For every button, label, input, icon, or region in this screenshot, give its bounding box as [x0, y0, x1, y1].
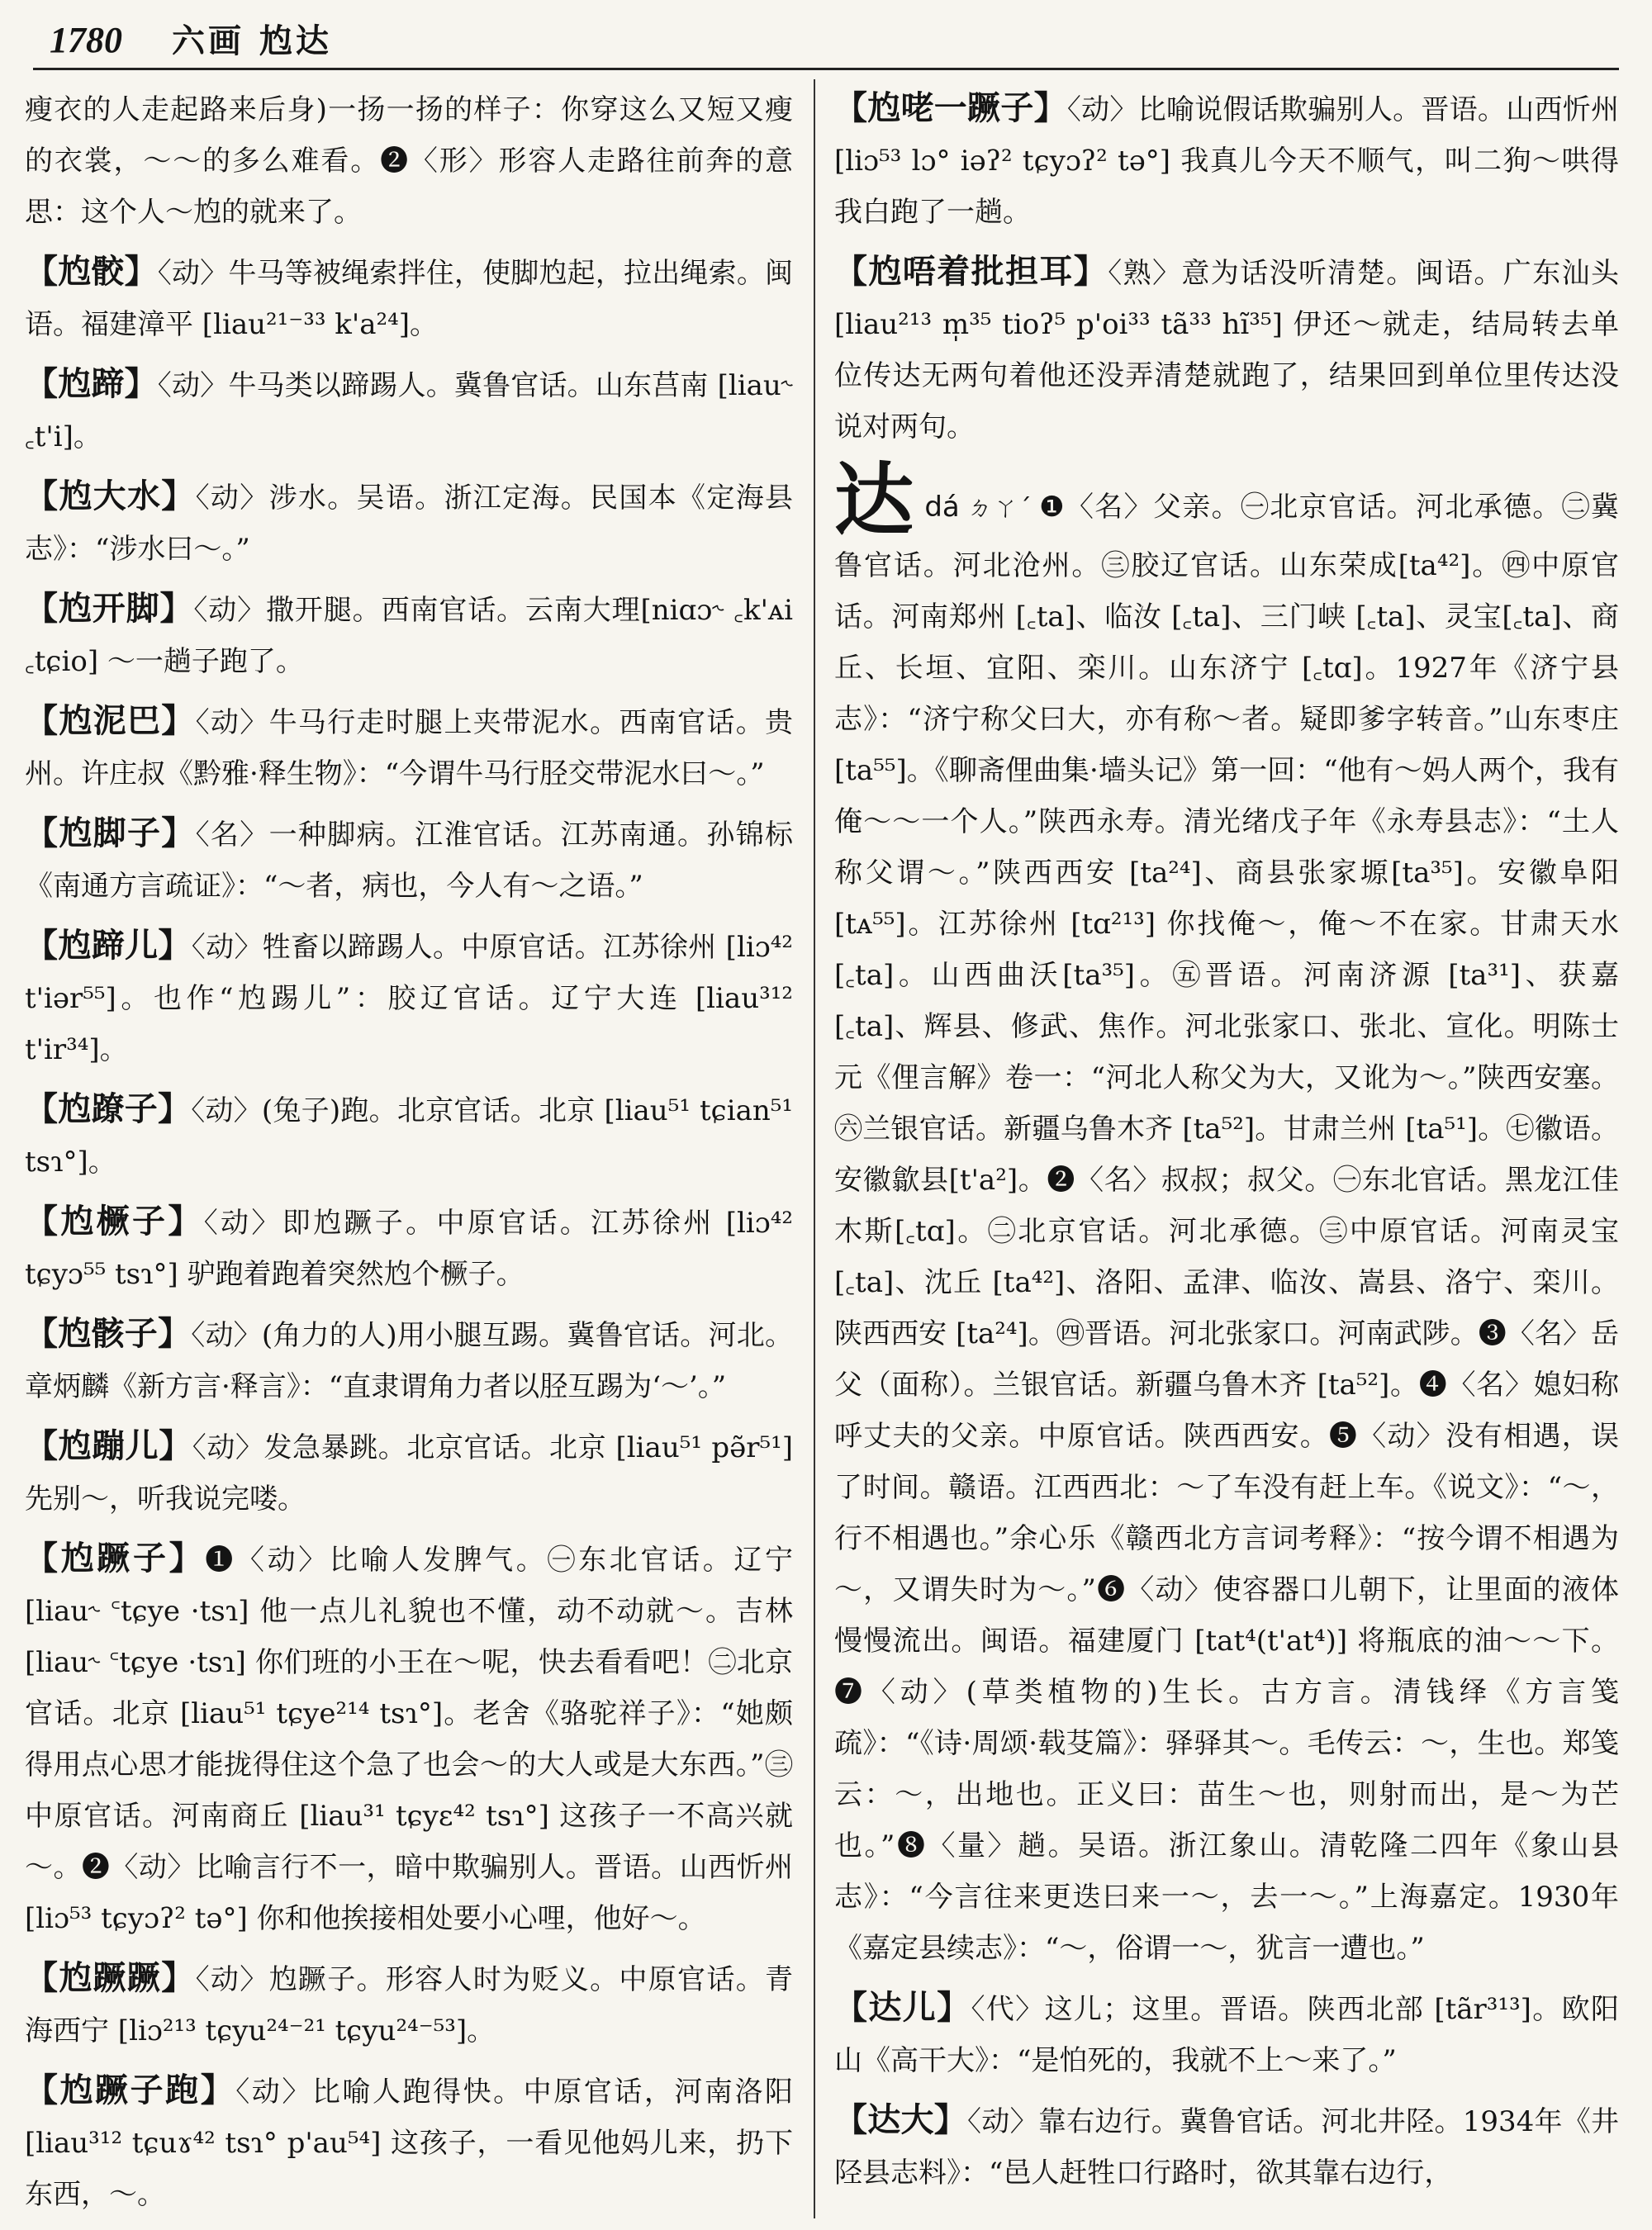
entry-headword: 【尥橛子】	[25, 1203, 204, 1241]
entry-definition: 〈动〉(角力的人)用小腿互踢。冀鲁官话。河北。章炳麟《新方言·释言》：“直隶谓角力者以胫互踢为‘～’。”	[25, 1319, 793, 1403]
entry-definition: 〈代〉这儿；这里。晋语。陕西北部 [tãr³¹³]。欧阳山《高干大》：“是怕死的，我就不上～来了。”	[834, 1993, 1619, 2077]
dictionary-entry	[25, 808, 793, 912]
dictionary-entry	[25, 2065, 793, 2213]
entry-definition: 〈动〉即尥蹶子。中原官话。江苏徐州 [liɔ⁴² tɕyɔ⁵⁵ tsɿ°] 驴跑着跑着突然尥个橛子。	[25, 1207, 793, 1291]
dictionary-entry	[834, 246, 1619, 453]
left-column	[25, 83, 793, 2213]
main-headword-zhuyin: ㄉㄚˊ	[966, 494, 1033, 523]
entry-headword: 【尥泥巴】	[25, 702, 196, 740]
dictionary-entry	[25, 695, 793, 799]
entry-headword: 【尥开脚】	[25, 590, 194, 628]
dictionary-entry	[25, 1952, 793, 2057]
entry-definition: ❶〈动〉比喻人发脾气。㊀东北官话。辽宁 [liau˞ ꜂tɕye ·tsɿ] 他一点儿礼貌也不懂，动不动就～。吉林 [liau˞ ꜂tɕye ·tsɿ] 你们班的小王在～呢，快去看看吧！㊁北京官话。北京 [liau⁵¹ tɕye²¹⁴ tsɿ°]。老舍《骆驼祥子》：“她颇得用点心思才能拢得住这个急了也会～的大人或是大东西。”㊂中原官话。河南商丘 [liau³¹ tɕyɛ⁴² tsɿ°] 这孩子一不高兴就～。❷〈动〉比喻言行不一，暗中欺骗别人。晋语。山西忻州 [liɔ⁵³ tɕyɔʔ² tə°] 你和他挨接相处要小心哩，他好～。	[25, 1544, 793, 1935]
entry-definition: 〈动〉涉水。吴语。浙江定海。民国本《定海县志》：“涉水曰～。”	[25, 482, 793, 566]
entry-definition: 〈动〉靠右边行。冀鲁官话。河北井陉。1934年《井陉县志料》：“邑人赶牲口行路时，欲其靠右边行，	[834, 2105, 1619, 2190]
entry-headword: 【尥蹶蹶】	[25, 1959, 196, 1997]
dictionary-entry	[25, 1196, 793, 1300]
main-headword-pinyin: dá	[924, 491, 960, 524]
main-headword-char: 达	[834, 454, 915, 547]
page-header	[50, 15, 1619, 64]
entry-definition: 〈动〉尥蹶子。形容人时为贬义。中原官话。青海西宁 [liɔ²¹³ tɕyu²⁴⁻²¹ tɕyu²⁴⁻⁵³]。	[25, 1963, 793, 2047]
dictionary-entry	[834, 1982, 1619, 2086]
entry-headword: 【尥咾一蹶子】	[834, 89, 1067, 127]
dictionary-entry	[834, 2095, 1619, 2199]
right-column	[834, 83, 1619, 2213]
entry-definition: 〈动〉撒开腿。西南官话。云南大理[niɑɔ˞ ꜀k'ᴀi ꜀tɕio] ～一趟子跑了。	[25, 594, 793, 678]
entry-headword: 【达儿】	[834, 1989, 971, 2027]
page-number: 1780	[50, 20, 122, 60]
dictionary-entry	[25, 1533, 793, 1944]
entry-headword: 【尥骸子】	[25, 1315, 192, 1353]
entry-definition: 〈熟〉意为话没听清楚。闽语。广东汕头 [liau²¹³ m̩³⁵ tioʔ⁵ p'oi³³ tã³³ hĩ³⁵] 伊还～就走，结局转去单位传达无两句着他还没弄清楚就跑了，结果回到单位里传达没说对两句。	[834, 257, 1619, 444]
dictionary-entry	[25, 471, 793, 575]
dictionary-entry	[25, 583, 793, 687]
dictionary-entry	[25, 1084, 793, 1188]
dictionary-entry	[25, 920, 793, 1075]
entry-headword: 【尥蹄儿】	[25, 927, 192, 965]
dictionary-entry	[25, 358, 793, 463]
entry-headword: 【尥蹽子】	[25, 1090, 192, 1128]
section-title: 六画 尥达	[172, 22, 332, 60]
main-entry-da	[834, 454, 1619, 1974]
entry-headword: 【尥脚子】	[25, 814, 196, 852]
entry-definition: 〈动〉牛马行走时腿上夹带泥水。西南官话。贵州。许庄叔《黔雅·释生物》：“今谓牛马行胫交带泥水曰～。”	[25, 706, 793, 790]
entry-definition: 〈动〉比喻人跑得快。中原官话，河南洛阳 [liau³¹² tɕuɤ⁴² tsɿ° p'au⁵⁴] 这孩子，一看见他妈儿来，扔下东西，～。	[25, 2076, 793, 2211]
entry-definition: 〈动〉发急暴跳。北京官话。北京 [liau⁵¹ pə̃r⁵¹] 先别～，听我说完喽。	[25, 1431, 793, 1516]
entry-definition: 〈动〉(兔子)跑。北京官话。北京 [liau⁵¹ tɕian⁵¹ tsɿ°]。	[25, 1094, 793, 1179]
entry-headword: 【尥蹶子跑】	[25, 2071, 236, 2109]
entry-headword: 【尥蹄】	[25, 365, 158, 403]
dictionary-entry	[25, 83, 793, 238]
entry-definition: 〈动〉牛马类以蹄踢人。冀鲁官话。山东莒南 [liau˞ ꜀t'i]。	[25, 369, 793, 453]
column-divider	[814, 79, 815, 2218]
dictionary-entry	[25, 1421, 793, 1525]
entry-definition: 〈名〉一种脚病。江淮官话。江苏南通。孙锦标《南通方言疏证》：“～者，病也，今人有～之语。”	[25, 818, 793, 903]
entry-definition: ❶〈名〉父亲。㊀北京官话。河北承德。㊁冀鲁官话。河北沧州。㊂胶辽官话。山东荣成[ta⁴²]。㊃中原官话。河南郑州 [꜀ta]、临汝 [꜀ta]、三门峡 [꜀ta]、灵宝[꜀ta]、商丘、长垣、宜阳、栾川。山东济宁 [꜀tɑ]。1927年《济宁县志》：“济宁称父曰大，亦有称～者。疑即爹字转音。”山东枣庄[ta⁵⁵]。《聊斋俚曲集·墙头记》第一回：“他有～妈人两个，我有俺～～一个人。”陕西永寿。清光绪戊子年《永寿县志》：“土人称父谓～。”陕西西安 [ta²⁴]、商县张家塬[ta³⁵]。安徽阜阳 [tᴀ⁵⁵]。江苏徐州 [tɑ²¹³] 你找俺～，俺～不在家。甘肃天水 [꜀ta]。山西曲沃[ta³⁵]。㊄晋语。河南济源 [ta³¹]、获嘉 [꜀ta]、辉县、修武、焦作。河北张家口、张北、宣化。明陈士元《俚言解》卷一：“河北人称父为大，又讹为～。”陕西安塞。㊅兰银官话。新疆乌鲁木齐 [ta⁵²]。甘肃兰州 [ta⁵¹]。㊆徽语。安徽歙县[t'a²]。❷〈名〉叔叔；叔父。㊀东北官话。黑龙江佳木斯[꜀tɑ]。㊁北京官话。河北承德。㊂中原官话。河南灵宝 [꜀ta]、沈丘 [ta⁴²]、洛阳、孟津、临汝、嵩县、洛宁、栾川。陕西西安 [ta²⁴]。㊃晋语。河北张家口。河南武陟。❸〈名〉岳父（面称）。兰银官话。新疆乌鲁木齐 [ta⁵²]。❹〈名〉媳妇称呼丈夫的父亲。中原官话。陕西西安。❺〈动〉没有相遇，误了时间。赣语。江西西北：～了车没有赶上车。《说文》：“～，行不相遇也。”余心乐《赣西北方言词考释》：“按今谓不相遇为～，又谓失时为～。”❻〈动〉使容器口儿朝下，让里面的液体慢慢流出。闽语。福建厦门 [tat⁴(t'at⁴)] 将瓶底的油～～下。❼〈动〉(草类植物的)生长。古方言。清钱绎《方言笺疏》：“《诗·周颂·载芟篇》：驿驿其～。毛传云：～，生也。郑笺云：～，出地也。正义曰：苗生～也，则射而出，是～为芒也。”❽〈量〉趟。吴语。浙江象山。清乾隆二四年《象山县志》：“今言往来更迭曰来一～，去一～。”上海嘉定。1930年《嘉定县续志》：“～，俗谓一～，犹言一遭也。”	[834, 491, 1619, 1965]
dictionary-entry	[25, 1308, 793, 1412]
entry-definition: 〈动〉牛马等被绳索拌住，使脚尥起，拉出绳索。闽语。福建漳平 [liau²¹⁻³³ k'a²⁴]。	[25, 257, 793, 341]
header-rule	[33, 68, 1619, 70]
entry-definition: 〈动〉牲畜以蹄踢人。中原官话。江苏徐州 [liɔ⁴² t'iər⁵⁵]。也作“尥踢儿”：胶辽官话。辽宁大连 [liau³¹² t'ir³⁴]。	[25, 931, 793, 1066]
dictionary-entry	[25, 246, 793, 350]
entry-definition: 〈动〉比喻说假话欺骗别人。晋语。山西忻州 [liɔ⁵³ lɔ° iəʔ² tɕyɔʔ² tə°] 我真儿今天不顺气，叫二狗～哄得我白跑了一趟。	[834, 93, 1619, 229]
entry-headword: 【尥骹】	[25, 253, 158, 291]
entry-headword: 【尥蹦儿】	[25, 1427, 192, 1465]
entry-headword: 【达大】	[834, 2101, 968, 2139]
dictionary-entry	[834, 83, 1619, 238]
entry-headword: 【尥蹶子】	[25, 1540, 206, 1578]
entry-headword: 【尥唔着批担耳】	[834, 253, 1108, 291]
entry-headword: 【尥大水】	[25, 477, 196, 515]
entry-definition: 瘦衣的人走起路来后身)一扬一扬的样子：你穿这么又短又瘦的衣裳，～～的多么难看。❷〈形〉形容人走路往前奔的意思：这个人～尥的就来了。	[25, 93, 793, 229]
